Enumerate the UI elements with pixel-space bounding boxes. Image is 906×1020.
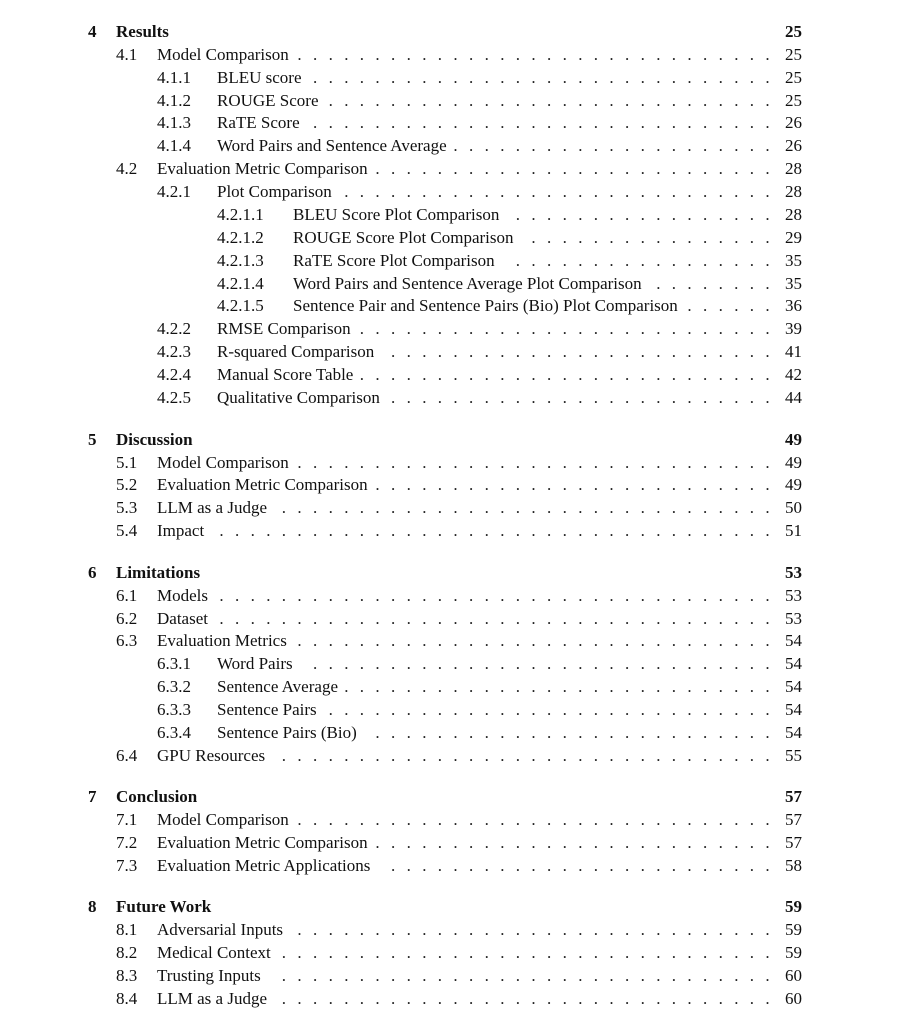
- toc-leader-dots: .........................: [391, 342, 781, 361]
- toc-entry-title: Word Pairs and Sentence Average: [217, 136, 447, 155]
- toc-entry[interactable]: [0, 250, 906, 272]
- toc-entry-number: 8.2: [116, 943, 138, 962]
- toc-entry-title: Word Pairs: [217, 654, 293, 673]
- toc-entry-title: Evaluation Metric Comparison: [157, 159, 368, 178]
- toc-entry-number: 6.3.1: [157, 654, 191, 673]
- toc-entry-title: Plot Comparison: [217, 182, 332, 201]
- toc-entry-number: 5.1: [116, 453, 138, 472]
- toc-leader-dots: ....................................: [219, 521, 781, 540]
- toc-entry[interactable]: [0, 158, 906, 180]
- toc-entry-title: Sentence Pairs (Bio): [217, 723, 357, 742]
- toc-entry-title: Results: [116, 22, 169, 41]
- toc-entry-number: 4.2.1.1: [217, 205, 264, 224]
- toc-entry-title: RMSE Comparison: [217, 319, 351, 338]
- toc-leader-dots: ...............................: [297, 453, 781, 472]
- toc-leader-dots: ..........................: [375, 475, 781, 494]
- toc-entry-page: 29: [785, 228, 802, 247]
- toc-entry-title: R-squared Comparison: [217, 342, 375, 361]
- toc-entry-page: 35: [785, 274, 802, 293]
- toc-entry-number: 4.2.4: [157, 365, 191, 384]
- toc-leader-dots: ...............................: [297, 631, 781, 650]
- toc-entry-number: 4.2.1.3: [217, 251, 264, 270]
- toc-chapter-entry[interactable]: [0, 896, 906, 918]
- toc-entry-title: Conclusion: [116, 787, 198, 806]
- toc-entry-number: 7: [88, 787, 97, 806]
- toc-entry-number: 7.2: [116, 833, 138, 852]
- toc-entry-number: 4.2: [116, 159, 138, 178]
- toc-leader-dots: ...........................: [359, 319, 781, 338]
- toc-entry[interactable]: [0, 832, 906, 854]
- toc-entry-number: 4.1.3: [157, 113, 191, 132]
- toc-entry-number: 4.1.4: [157, 136, 191, 155]
- toc-entry-page: 57: [785, 833, 802, 852]
- toc-entry[interactable]: [0, 112, 906, 134]
- toc-entry-number: 6.3: [116, 631, 138, 650]
- toc-entry-title: GPU Resources: [157, 746, 266, 765]
- toc-leader-dots: ............................: [344, 182, 781, 201]
- toc-entry[interactable]: [0, 745, 906, 767]
- toc-entry-page: 35: [785, 251, 802, 270]
- toc-entry-number: 4.1: [116, 45, 138, 64]
- toc-entry-page: 53: [785, 586, 802, 605]
- toc-entry-title: Sentence Average: [217, 677, 338, 696]
- toc-entry-title: Evaluation Metrics: [157, 631, 287, 650]
- toc-leader-dots: ................................: [281, 943, 781, 962]
- toc-entry-number: 6.2: [116, 609, 138, 628]
- toc-entry-page: 25: [785, 45, 802, 64]
- toc-entry[interactable]: [0, 919, 906, 941]
- toc-entry-number: 4.2.1.5: [217, 296, 264, 315]
- toc-entry-page: 51: [785, 521, 802, 540]
- toc-entry-page: 36: [785, 296, 802, 315]
- toc-entry-title: Future Work: [116, 897, 212, 916]
- toc-entry[interactable]: [0, 942, 906, 964]
- toc-entry-number: 5.3: [116, 498, 138, 517]
- toc-entry-title: Word Pairs and Sentence Average Plot Comparison: [293, 274, 642, 293]
- toc-entry-number: 6.3.3: [157, 700, 191, 719]
- toc-entry[interactable]: [0, 653, 906, 675]
- toc-entry-title: Limitations: [116, 563, 201, 582]
- toc-entry-page: 53: [785, 609, 802, 628]
- toc-entry-title: Trusting Inputs: [157, 966, 261, 985]
- toc-entry-title: Manual Score Table: [217, 365, 354, 384]
- toc-entry-title: ROUGE Score: [217, 91, 319, 110]
- toc-leader-dots: .....................: [453, 136, 781, 155]
- toc-leader-dots: .........................: [391, 856, 781, 875]
- toc-entry-title: Medical Context: [157, 943, 271, 962]
- toc-leader-dots: .................: [515, 205, 781, 224]
- toc-entry[interactable]: [0, 497, 906, 519]
- toc-entry-title: Adversarial Inputs: [157, 920, 284, 939]
- toc-entry[interactable]: [0, 273, 906, 295]
- toc-entry-number: 7.3: [116, 856, 138, 875]
- toc-entry-page: 49: [785, 430, 802, 449]
- toc-entry-page: 53: [785, 563, 802, 582]
- toc-leader-dots: .................: [515, 251, 781, 270]
- toc-entry-page: 57: [785, 787, 802, 806]
- toc-leader-dots: ................: [531, 228, 781, 247]
- toc-entry[interactable]: [0, 181, 906, 203]
- toc-entry-number: 6.3.2: [157, 677, 191, 696]
- toc-leader-dots: ................................: [281, 746, 781, 765]
- toc-entry-page: 55: [785, 746, 802, 765]
- toc-entry-title: Dataset: [157, 609, 208, 628]
- toc-entry-page: 26: [785, 113, 802, 132]
- toc-entry[interactable]: [0, 722, 906, 744]
- toc-entry-title: Evaluation Metric Comparison: [157, 475, 368, 494]
- toc-leader-dots: ........: [656, 274, 781, 293]
- toc-entry-number: 4.2.1.2: [217, 228, 264, 247]
- toc-entry[interactable]: [0, 204, 906, 226]
- toc-entry-page: 42: [785, 365, 802, 384]
- toc-entry-number: 7.1: [116, 810, 138, 829]
- toc-chapter-entry[interactable]: [0, 786, 906, 808]
- toc-leader-dots: ..............................: [313, 654, 781, 673]
- toc-entry[interactable]: [0, 608, 906, 630]
- toc-entry[interactable]: [0, 988, 906, 1010]
- toc-leader-dots: ...............................: [297, 810, 781, 829]
- toc-leader-dots: ...............................: [297, 920, 781, 939]
- toc-chapter-entry[interactable]: [0, 562, 906, 584]
- toc-entry-title: BLEU score: [217, 68, 302, 87]
- toc-entry-title: Impact: [157, 521, 205, 540]
- toc-entry[interactable]: [0, 699, 906, 721]
- toc-entry-number: 6.3.4: [157, 723, 191, 742]
- toc-entry-title: Sentence Pair and Sentence Pairs (Bio) Plot Comparison: [293, 296, 678, 315]
- toc-entry-page: 44: [785, 388, 802, 407]
- toc-entry-number: 4.2.1: [157, 182, 191, 201]
- toc-entry-number: 8.4: [116, 989, 138, 1008]
- toc-entry[interactable]: [0, 135, 906, 157]
- toc-entry-number: 8: [88, 897, 97, 916]
- toc-leader-dots: ...........................: [359, 365, 781, 384]
- toc-entry[interactable]: [0, 676, 906, 698]
- toc-entry-page: 39: [785, 319, 802, 338]
- toc-entry-page: 50: [785, 498, 802, 517]
- toc-entry-title: RaTE Score Plot Comparison: [293, 251, 495, 270]
- toc-leader-dots: ................................: [281, 966, 781, 985]
- toc-entry-title: RaTE Score: [217, 113, 300, 132]
- toc-chapter-entry[interactable]: [0, 429, 906, 451]
- toc-entry[interactable]: [0, 67, 906, 89]
- toc-entry-page: 60: [785, 989, 802, 1008]
- toc-entry-number: 5.4: [116, 521, 138, 540]
- toc-entry-title: BLEU Score Plot Comparison: [293, 205, 500, 224]
- toc-entry-page: 25: [785, 22, 802, 41]
- toc-entry[interactable]: [0, 855, 906, 877]
- toc-entry-number: 6.1: [116, 586, 138, 605]
- toc-leader-dots: ..........................: [375, 723, 781, 742]
- toc-entry[interactable]: [0, 364, 906, 386]
- toc-entry-number: 4.2.1.4: [217, 274, 264, 293]
- toc-entry-page: 59: [785, 897, 802, 916]
- toc-entry-number: 8.1: [116, 920, 138, 939]
- toc-entry-page: 25: [785, 68, 802, 87]
- toc-entry-page: 54: [785, 677, 802, 696]
- toc-entry-page: 54: [785, 631, 802, 650]
- toc-entry-page: 25: [785, 91, 802, 110]
- toc-entry-page: 54: [785, 723, 802, 742]
- toc-entry[interactable]: [0, 44, 906, 66]
- toc-entry[interactable]: [0, 474, 906, 496]
- toc-entry-page: 54: [785, 700, 802, 719]
- toc-leader-dots: ....................................: [219, 586, 781, 605]
- toc-entry-number: 8.3: [116, 966, 138, 985]
- toc-entry[interactable]: [0, 809, 906, 831]
- toc-entry[interactable]: [0, 520, 906, 542]
- toc-entry-title: Model Comparison: [157, 810, 289, 829]
- toc-entry-number: 5.2: [116, 475, 138, 494]
- toc-leader-dots: ....................................: [219, 609, 781, 628]
- toc-entry-title: ROUGE Score Plot Comparison: [293, 228, 514, 247]
- toc-entry-page: 49: [785, 453, 802, 472]
- toc-entry-title: Evaluation Metric Applications: [157, 856, 371, 875]
- toc-entry-title: LLM as a Judge: [157, 498, 268, 517]
- toc-entry[interactable]: [0, 90, 906, 112]
- toc-entry-title: Model Comparison: [157, 453, 289, 472]
- toc-entry-title: Discussion: [116, 430, 193, 449]
- toc-entry-number: 4.2.3: [157, 342, 191, 361]
- toc-entry-number: 4.2.5: [157, 388, 191, 407]
- toc-entry[interactable]: [0, 227, 906, 249]
- toc-leader-dots: .............................: [328, 700, 781, 719]
- toc-entry-page: 28: [785, 182, 802, 201]
- toc-entry-page: 58: [785, 856, 802, 875]
- toc-entry-title: Sentence Pairs: [217, 700, 317, 719]
- toc-entry-page: 59: [785, 920, 802, 939]
- toc-entry-title: Evaluation Metric Comparison: [157, 833, 368, 852]
- toc-entry-number: 5: [88, 430, 97, 449]
- toc-leader-dots: .............................: [328, 91, 781, 110]
- toc-entry-page: 26: [785, 136, 802, 155]
- toc-entry-page: 28: [785, 205, 802, 224]
- toc-leader-dots: ..............................: [313, 68, 781, 87]
- toc-chapter-entry[interactable]: [0, 21, 906, 43]
- toc-leader-dots: ..........................: [375, 833, 781, 852]
- toc-entry-page: 54: [785, 654, 802, 673]
- toc-entry-page: 59: [785, 943, 802, 962]
- toc-entry[interactable]: [0, 965, 906, 987]
- toc-entry-page: 57: [785, 810, 802, 829]
- toc-entry[interactable]: [0, 341, 906, 363]
- toc-leader-dots: ..............................: [313, 113, 781, 132]
- toc-entry-number: 6.4: [116, 746, 138, 765]
- toc-entry[interactable]: [0, 387, 906, 409]
- toc-entry-page: 60: [785, 966, 802, 985]
- toc-entry[interactable]: [0, 585, 906, 607]
- toc-entry-number: 4: [88, 22, 97, 41]
- toc-entry[interactable]: [0, 295, 906, 317]
- toc-entry-title: LLM as a Judge: [157, 989, 268, 1008]
- toc-entry-page: 28: [785, 159, 802, 178]
- toc-entry-number: 4.1.1: [157, 68, 191, 87]
- toc-entry[interactable]: [0, 318, 906, 340]
- toc-entry-title: Qualitative Comparison: [217, 388, 380, 407]
- toc-entry-number: 4.1.2: [157, 91, 191, 110]
- toc-leader-dots: ................................: [281, 498, 781, 517]
- toc-leader-dots: ................................: [281, 989, 781, 1008]
- toc-leader-dots: .........................: [391, 388, 781, 407]
- toc-entry-page: 49: [785, 475, 802, 494]
- toc-leader-dots: ............................: [344, 677, 781, 696]
- toc-entry-number: 6: [88, 563, 97, 582]
- toc-entry-title: Model Comparison: [157, 45, 289, 64]
- toc-entry[interactable]: [0, 452, 906, 474]
- toc-entry[interactable]: [0, 630, 906, 652]
- toc-leader-dots: ......: [687, 296, 781, 315]
- toc-leader-dots: ..........................: [375, 159, 781, 178]
- toc-entry-page: 41: [785, 342, 802, 361]
- toc-entry-number: 4.2.2: [157, 319, 191, 338]
- toc-leader-dots: ...............................: [297, 45, 781, 64]
- toc-entry-title: Models: [157, 586, 208, 605]
